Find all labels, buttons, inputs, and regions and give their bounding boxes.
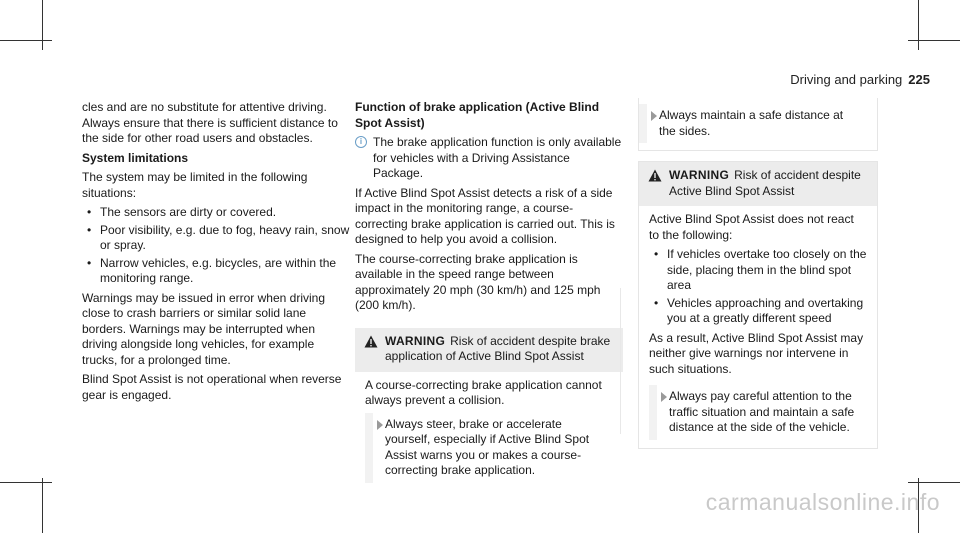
crop-mark [0, 40, 52, 41]
column-3 [638, 98, 878, 449]
list-item: • The sensors are dirty or covered. [82, 205, 352, 221]
detect-paragraph: If Active Blind Spot Assist detects a risk of a side impact in the monitoring range, a course-correcting brake application is carried out. This is designed to help you avoid a collision. [355, 185, 615, 246]
watermark: carmanualsonline.info [705, 489, 940, 515]
tip-box-top [638, 98, 878, 151]
crop-mark [42, 0, 43, 50]
warning-header [355, 328, 623, 372]
result-paragraph: As a result, Active Blind Spot Assist may neither give warnings nor intervene in such situations. [649, 330, 864, 376]
limitations-heading: System limitations [82, 150, 189, 165]
list-item: • Vehicles approaching and overtaking you at a greatly different speed [649, 296, 867, 327]
tip-box [365, 413, 613, 483]
warning-triangle-icon [648, 169, 662, 182]
list-item: • Poor visibility, e.g. due to fog, heavy rain, snow or spray. [82, 223, 352, 254]
info-note [355, 135, 623, 182]
warning-list [649, 247, 867, 327]
warning-title: Risk of accident despite Active Blind Spot Assist [669, 168, 861, 198]
column-2 [355, 100, 623, 491]
section-title: Driving and parking [790, 72, 903, 87]
info-text: The brake application function is only available for vehicles with a Driving Assistance Package. [373, 135, 622, 180]
crop-mark [908, 40, 960, 41]
speed-paragraph: The course-correcting brake application is available in the speed range between approximately 20 mph (30 km/h) and 125 mph (200 km/h). [355, 251, 601, 312]
arrow-right-icon [377, 420, 383, 430]
list-item: • Narrow vehicles, e.g. bicycles, are within the monitoring range. [82, 256, 352, 287]
warning-box [355, 328, 623, 491]
tip-box [649, 385, 867, 440]
limitations-text: The system may be limited in the following situations: [82, 170, 308, 200]
tip-text: Always maintain a safe distance at the sides. [659, 108, 844, 138]
warning-body [355, 372, 623, 491]
tip-text: Always pay careful attention to the traffic situation and maintain a safe distance at the side of the vehicle. [669, 389, 855, 434]
info-icon: i [355, 136, 367, 148]
page-number: 225 [908, 72, 930, 87]
crop-mark [42, 478, 43, 533]
crop-mark [918, 0, 919, 50]
brake-heading: Function of brake application (Active Blind Spot Assist) [355, 100, 600, 130]
warning-header [639, 162, 877, 206]
list-item: • If vehicles overtake too closely on the side, placing them in the blind spot area [649, 247, 867, 294]
limitations-list [82, 205, 352, 287]
warnings-paragraph: Warnings may be issued in error when driving close to crash barriers or similar solid lane borders. Warnings may be interrupted when driving alongside long vehicles, for example trucks, for a prolonged time. [82, 290, 325, 367]
warning-body [639, 206, 877, 448]
warning-label: WARNING [669, 168, 730, 182]
arrow-right-icon [661, 392, 667, 402]
crop-mark [0, 482, 52, 483]
warning-box [638, 161, 878, 449]
intro-paragraph: cles and are no substitute for attentive driving. Always ensure that there is sufficient distance to the side for other road users and obstacles. [82, 100, 338, 145]
tip-box [639, 104, 869, 143]
warning-triangle-icon [364, 335, 378, 348]
warning-title: Risk of accident despite brake application of Active Blind Spot Assist [385, 333, 611, 363]
crop-mark [908, 482, 960, 483]
column-divider [620, 288, 621, 434]
arrow-right-icon [651, 111, 657, 121]
page-header [790, 72, 930, 88]
column-1 [82, 100, 352, 407]
warning-text: A course-correcting brake application cannot always prevent a collision. [365, 377, 602, 407]
warning-text: Active Blind Spot Assist does not react to the following: [649, 212, 854, 242]
warning-label: WARNING [385, 333, 446, 348]
tip-text: Always steer, brake or accelerate yourself, especially if Active Blind Spot Assist warns you or makes a course-correcting brake application. [385, 416, 590, 477]
reverse-paragraph: Blind Spot Assist is not operational when reverse gear is engaged. [82, 372, 342, 402]
